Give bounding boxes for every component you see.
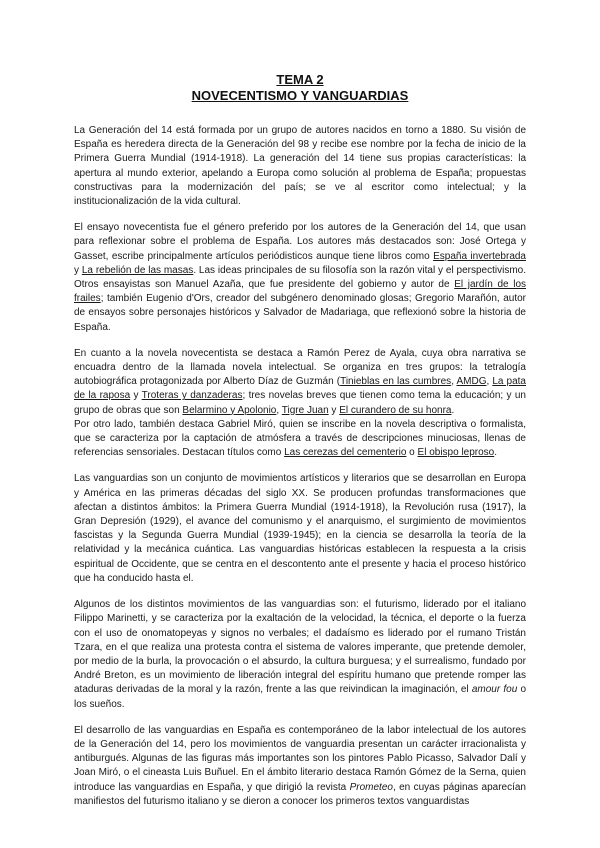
text-run: . — [494, 447, 498, 459]
text-run: Algunos de los distintos movimientos de las vanguardias son: el futurismo, liderado por el italiano Filippo Marinetti, y se caracteriza por la exaltación de la velocidad, la técnica, el deporte o la fuerza con el uso de onomatopeyas y signos no verbales; el dadaísmo es liderado por el rumano Tristán Tzara, en el que realiza una protesta contra el sistema de valores imperante, que pretende demoler, por medio de la burla, la provocación o el absurdo, la cultura burguesa; y el surrealismo, fundado por André Breton, es un movimiento de liberación integral del espíritu humano que pretende romper las ataduras derivadas de la moral y la razón, frente a las que reivindican la imaginación, el — [74, 599, 526, 696]
paragraph-espana — [74, 724, 526, 809]
text-run: , en cuyas páginas aparecían manifiestos del futurismo italiano y se dieron a conocer los primeros textos vanguardistas — [74, 781, 526, 807]
text-run: El desarrollo de las vanguardias en España es contemporáneo de la labor intelectual de los autores de la Generación del 14, pero los movimientos de vanguardia presentan un carácter irracionalista y antiburgués. Algunas de las figuras más importantes son los pintores Pablo Picasso, Salvador Dalí y Joan Miró, o el cineasta Luis Buñuel. En el ámbito literario destaca Ramón Gómez de la Serna, quien introduce las vanguardias en España, y que dirigió la revista — [74, 724, 526, 793]
work-title: El obispo leproso — [417, 447, 495, 459]
text-run: y — [328, 404, 340, 416]
work-title: El jardín de los frailes — [74, 279, 527, 305]
paragraph-ensayo — [74, 221, 526, 335]
text-run: , — [486, 376, 493, 388]
text-run: o — [406, 447, 418, 459]
text-run: La Generación del 14 está formada por un grupo de autores nacidos en torno a 1880. Su visión de España es heredera directa de la Generación del 98 y recibe ese nombre por la fecha de inicio de la Primera Guerra Mundial (1914-1918). La generación del 14 tiene sus propias características: la apertura al mundo exterior, apelando a Europa como solución al problema de España; propuestas constructivas para la modernización del país; se ve al escritor como intelectual; y la institucionalización de la vida cultural. — [74, 125, 526, 208]
text-run: ; tres novelas breves que tienen como tema la educación; y un grupo de obras que son — [74, 390, 526, 416]
paragraph-vanguardias — [74, 472, 526, 586]
paragraph-generacion-14 — [74, 124, 526, 209]
paragraph-novela — [74, 347, 526, 418]
text-run: . — [451, 404, 455, 416]
work-title: España invertebrada — [433, 250, 526, 262]
text-run: . Las ideas principales de su filosofía son la razón vital y el perspectivismo. Otros ensayistas son Manuel Azaña, que fue presidente del gobierno y autor de — [74, 264, 527, 291]
text-run: Por otro lado, también destaca Gabriel Miró, quien se inscribe en la novela descriptiva o formalista, que se caracteriza por la captación de atmósfera a través de descripciones minuciosas, llenas de referencias sensoriales. Destacan títulos como — [74, 418, 526, 459]
work-title: Tigre Juan — [281, 404, 329, 416]
text-run: En cuanto a la novela novecentista se destaca a Ramón Perez de Ayala, cuya obra narrativa se encuadra dentro de la llamada novela intelectual. Se organiza en tres grupos: la tetralogía autobiográfica protagonizada por Alberto Díaz de Guzmán ( — [74, 347, 526, 388]
document-title: TEMA 2 — [276, 72, 324, 87]
text-run: ; también Eugenio d'Ors, creador del subgénero denominado glosas; Gregorio Marañón, autor de ensayos sobre personajes históricos y Salvador de Madariaga, que reflexionó sobre la historia de España. — [74, 293, 526, 333]
document-body — [74, 124, 526, 809]
italic-term: amour fou — [471, 684, 518, 696]
text-run: , — [451, 376, 457, 388]
work-title: Tinieblas en las cumbres — [340, 376, 452, 388]
title-block — [74, 72, 526, 104]
italic-term: Prometeo — [349, 781, 393, 793]
text-run: o los sueños. — [74, 684, 527, 710]
work-title: Belarmino y Apolonio — [182, 404, 277, 416]
document-subtitle: NOVECENTISMO Y VANGUARDIAS — [191, 88, 409, 103]
work-title: La pata de la raposa — [74, 376, 526, 402]
text-run: Las vanguardias son un conjunto de movimientos artísticos y literarios que se desarrollan en Europa y América en las primeras décadas del siglo XX. Se producen profundas transformaciones que afectan a distintos ámbitos: la Primera Guerra Mundial (1914-1918), la Revolución rusa (1917), la Gran Depresión (1929), el avance del comunismo y el anarquismo, el surgimiento de movimientos fascistas y la Segunda Guerra Mundial (1939-1945); en la ciencia se desarrolla la teoría de la relatividad y la mecánica cuántica. Las vanguardias históricas establecen la respuesta a la crisis espiritual de Occidente, que se centra en el descontento ante el presente y hacia el proceso histórico que ha conducido hasta el. — [74, 473, 526, 584]
paragraph-miro — [74, 418, 526, 461]
text-run: y — [74, 264, 82, 276]
paragraph-movimientos — [74, 598, 526, 712]
work-title: Las cerezas del cementerio — [284, 447, 407, 459]
work-title: AMDG — [456, 376, 487, 388]
work-title: El curandero de su honra — [339, 404, 452, 416]
work-title: La rebelión de las masas — [81, 264, 194, 276]
text-run: y — [130, 390, 142, 402]
text-run: , — [276, 404, 282, 416]
text-run: El ensayo novecentista fue el género preferido por los autores de la Generación del 14, que usan para reflexionar sobre el problema de España. Los autores más destacados son: José Ortega y Gasset, escribe principalmente artículos periódisticos aunque tiene libros como — [74, 222, 526, 262]
work-title: Troteras y danzaderas — [141, 390, 243, 402]
